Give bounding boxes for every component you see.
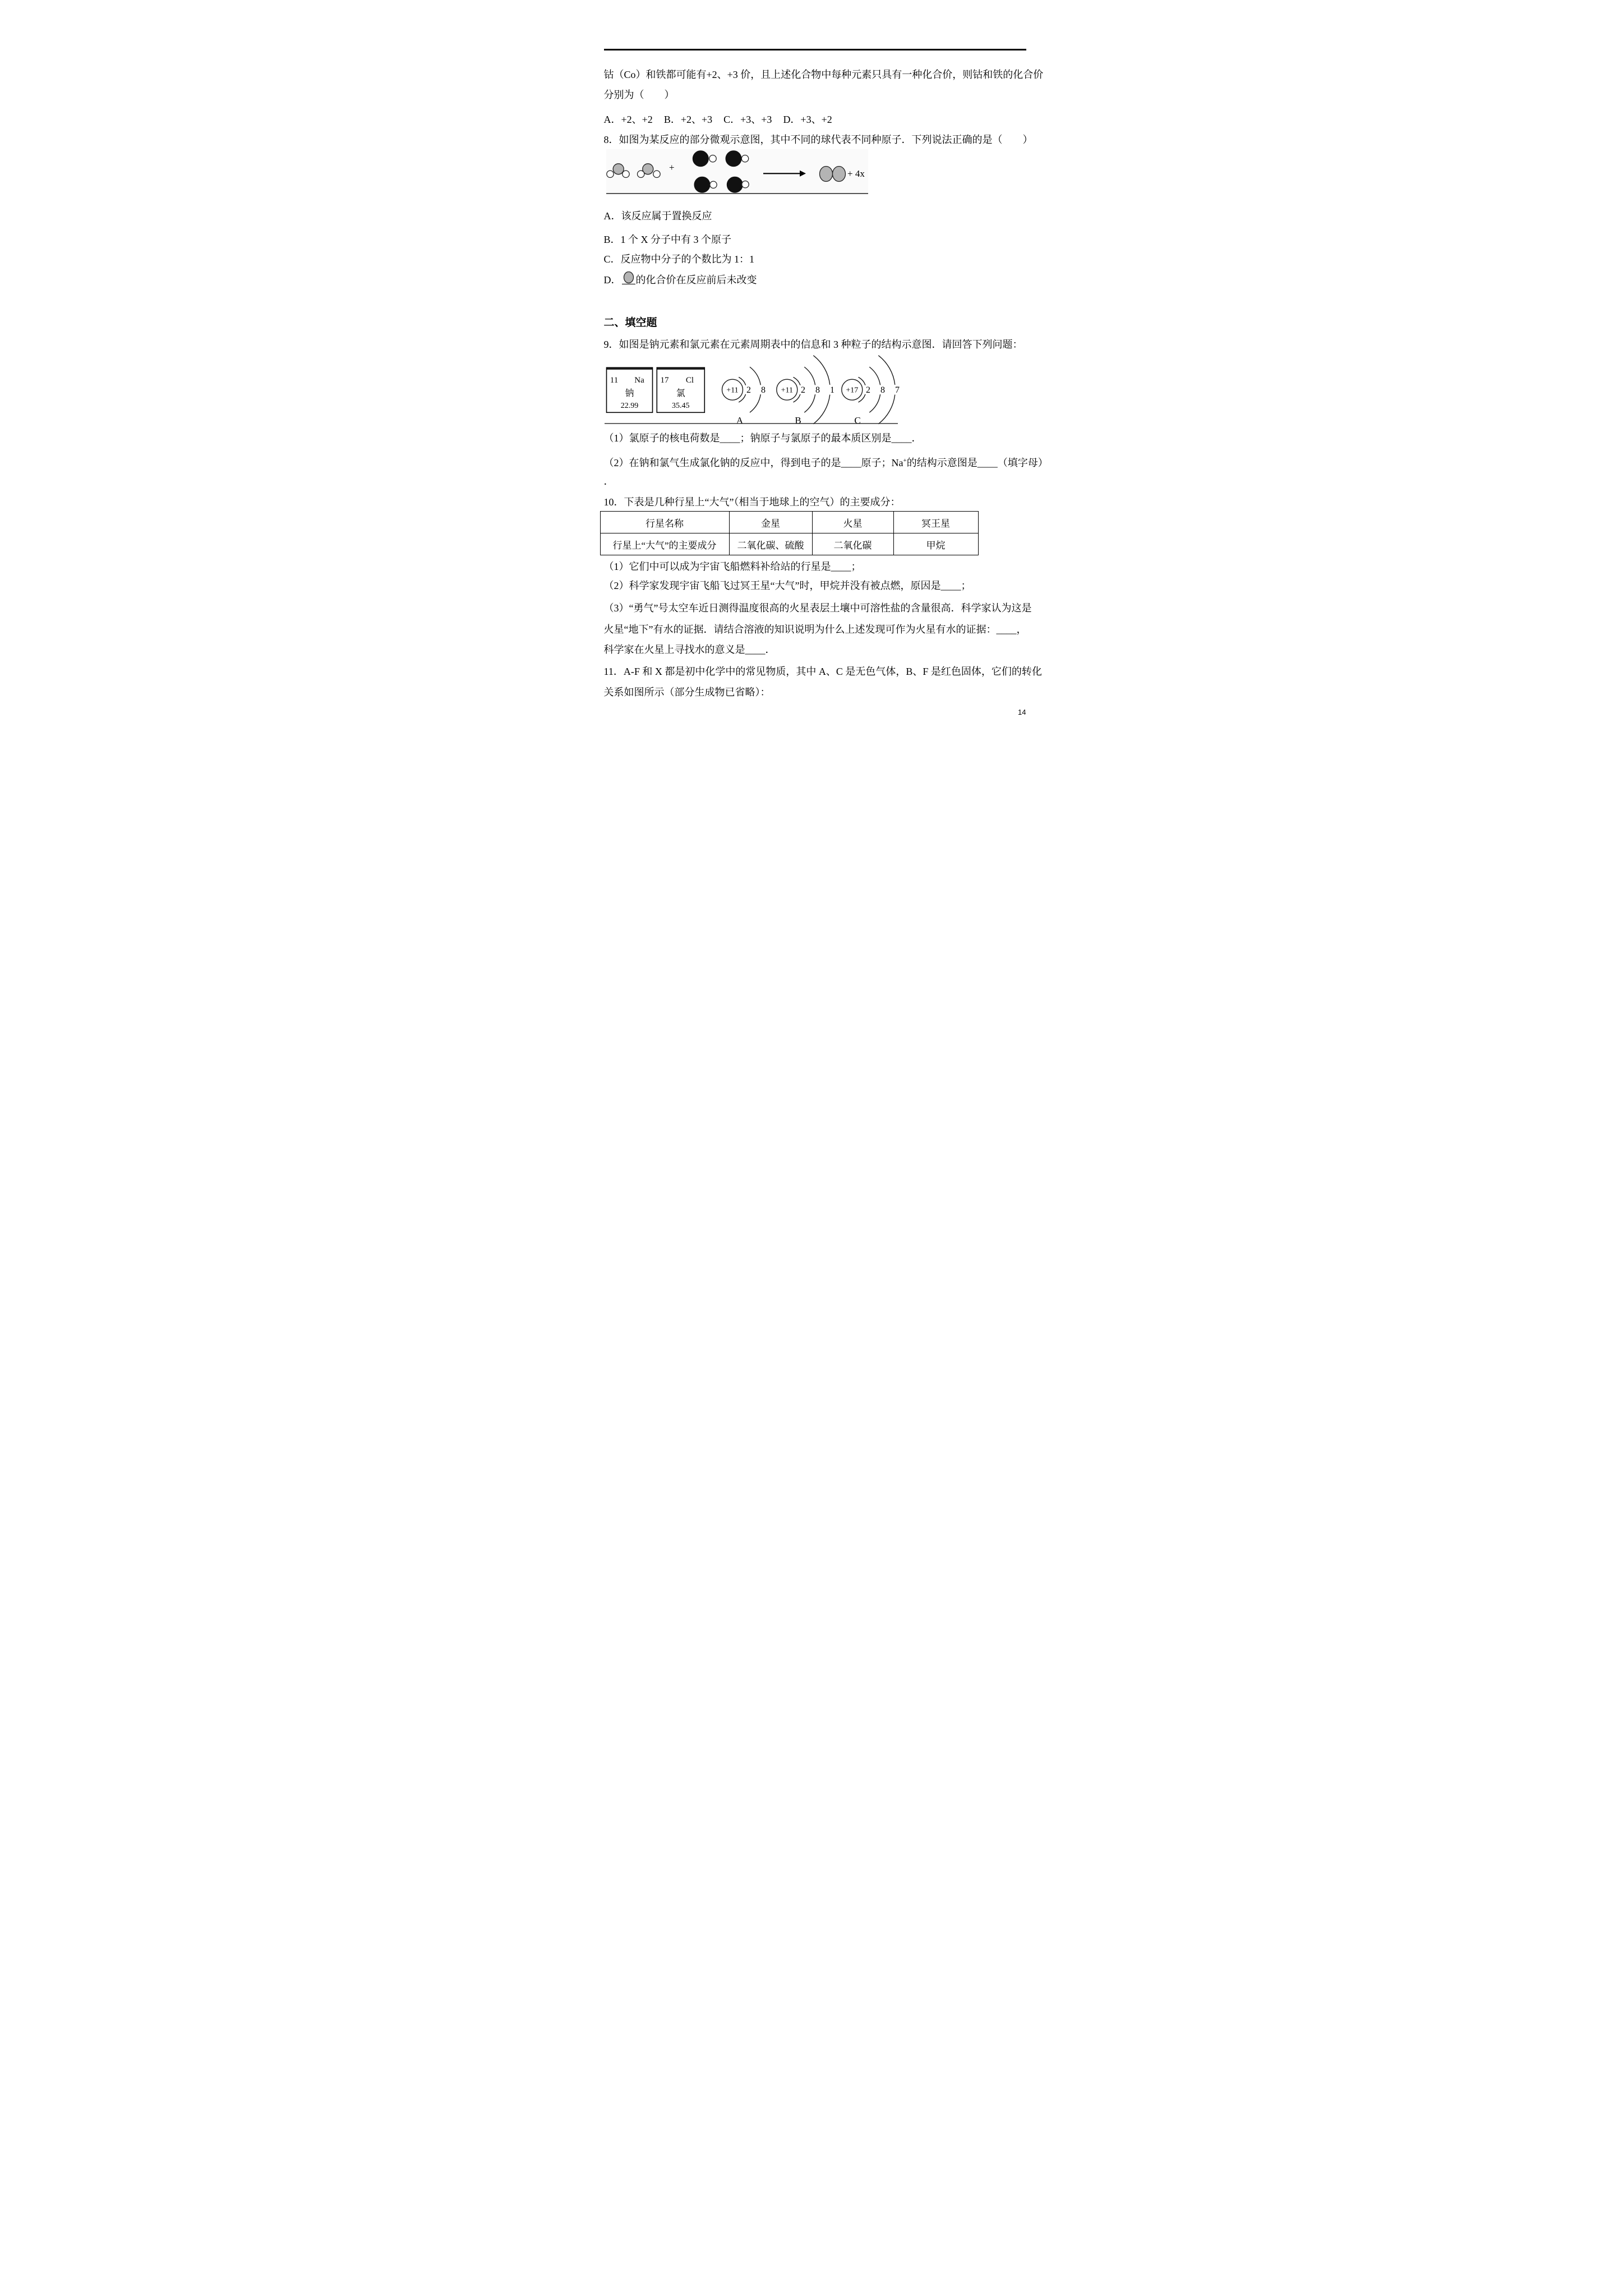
q8-option-c: C．反应物中分子的个数比为 1：1 (603, 254, 755, 265)
cell-venus-composition: 二氧化碳、硫酸 (729, 533, 812, 555)
header-planet-name: 行星名称 (600, 512, 729, 533)
reactant-molecule-4 (727, 177, 749, 192)
shell-a-1: 2 (746, 385, 751, 395)
atom-diagram-b (776, 356, 834, 426)
gray-atom-icon (621, 272, 636, 285)
section-title: 二、填空题 (603, 317, 657, 329)
q9-figure (605, 353, 907, 428)
cell-mars-composition: 二氧化碳 (812, 533, 893, 555)
q9-part2-sup: + (903, 457, 907, 464)
q8-option-d-suffix: 的化合价在反应前后未改变 (635, 274, 757, 286)
header-mars: 火星 (812, 512, 893, 533)
cl-symbol: Cl (685, 376, 694, 385)
shell-c-2: 8 (880, 385, 885, 395)
q8-diagram-svg (606, 149, 868, 193)
q7-option-d: D．+3、+2 (783, 114, 832, 125)
q10-part3-line1: （3）“勇气”号太空车近日测得温度很高的火星表层土壤中可溶性盐的含量很高．科学家认为这是 (603, 602, 1032, 614)
na-number: 11 (610, 376, 618, 385)
atom-diagram-a (722, 367, 766, 426)
header-venus: 金星 (729, 512, 812, 533)
q11-line2: 关系如图所示（部分生成物已省略）： (603, 687, 771, 698)
cl-name: 氯 (676, 389, 685, 398)
page-number: 14 (1018, 708, 1026, 716)
shell-a-2: 8 (760, 385, 766, 395)
arrow-icon (763, 171, 806, 177)
label-b: B (794, 415, 801, 426)
q9-part2-pre: （2）在钠和氯气生成氯化钠的反应中，得到电子的是____原子；Na (603, 457, 903, 468)
shell-c-1: 2 (865, 385, 870, 395)
water-molecule-1 (606, 164, 629, 178)
water-molecule-2 (637, 164, 660, 178)
product-suffix: + 4x (847, 168, 865, 179)
na-symbol: Na (634, 376, 644, 385)
table-data-row (600, 533, 978, 555)
document-page (541, 0, 1082, 765)
plus-sign: + (668, 162, 675, 173)
q8-option-b: B．1 个 X 分子中有 3 个原子 (603, 234, 732, 245)
q10-stem: 10．下表是几种行星上“大气”（相当于地球上的空气）的主要成分： (603, 496, 901, 508)
product-molecule (819, 167, 845, 182)
q9-part1: （1）氯原子的核电荷数是____；钠原子与氯原子的最本质区别是____． (603, 432, 922, 444)
table-header-row (600, 512, 978, 533)
q8-option-d (604, 272, 757, 288)
q7-line1: 钴（Co）和铁都可能有+2、+3 价，且上述化合物中每种元素只具有一种化合价，则钴和铁的化合价 (603, 69, 1044, 80)
reactant-molecule-1 (693, 151, 716, 167)
na-mass: 22.99 (620, 402, 638, 410)
shell-c-3: 7 (895, 385, 900, 395)
nucleus-c: +17 (845, 386, 858, 395)
header-rule (604, 49, 1026, 50)
nucleus-a: +11 (726, 386, 739, 395)
shell-b-2: 8 (815, 385, 820, 395)
cl-mass: 35.45 (671, 402, 690, 410)
cl-number: 17 (660, 376, 668, 385)
q8-reaction-diagram (606, 149, 868, 194)
label-c: C (854, 415, 861, 426)
q9-part2-post: 的结构示意图是____（填字母） (906, 457, 1048, 468)
cell-pluto-composition: 甲烷 (893, 533, 978, 555)
nucleus-b: +11 (781, 386, 793, 395)
q10-part3-line2: 火星“地下”有水的证据．请结合溶液的知识说明为什么上述发现可作为火星有水的证据：____， (603, 624, 1027, 635)
planet-atmosphere-table (600, 511, 979, 555)
q9-part2-tail: ． (603, 476, 614, 487)
atom-diagram-c (841, 356, 899, 426)
q8-stem: 8．如图为某反应的部分微观示意图，其中不同的球代表不同种原子．下列说法正确的是（ ） (603, 134, 1033, 145)
q10-part2: （2）科学家发现宇宙飞船飞过冥王星“大气”时，甲烷并没有被点燃，原因是____； (603, 580, 971, 591)
q8-option-a: A．该反应属于置换反应 (603, 210, 712, 222)
reactant-molecule-2 (726, 151, 749, 167)
q10-part1: （1）它们中可以成为宇宙飞船燃料补给站的行星是____； (603, 561, 861, 572)
q7-option-b: B．+2、+3 (663, 114, 713, 125)
q7-line2: 分别为（ ） (603, 89, 675, 100)
q7-option-c: C．+3、+3 (723, 114, 772, 125)
element-box-cl (657, 367, 704, 412)
q7-option-a: A．+2、+2 (603, 114, 653, 125)
reactant-molecule-3 (694, 177, 717, 192)
q9-figure-svg (605, 353, 907, 428)
q10-part3-line3: 科学家在火星上寻找水的意义是____． (603, 644, 776, 655)
header-pluto: 冥王星 (893, 512, 978, 533)
label-a: A (736, 415, 743, 426)
q8-option-d-prefix: D． (603, 274, 621, 286)
q11-line1: 11．A-F 和 X 都是初中化学中的常见物质，其中 A、C 是无色气体，B、F 是红色固体，它们的转化 (603, 666, 1042, 677)
q9-part2 (604, 453, 1048, 471)
shell-b-3: 1 (829, 385, 834, 395)
q9-stem: 9．如图是钠元素和氯元素在元素周期表中的信息和 3 种粒子的结构示意图．请回答下列问题： (603, 339, 1023, 350)
q7-options (604, 112, 843, 127)
cell-composition-label: 行星上“大气”的主要成分 (600, 533, 729, 555)
element-box-na (606, 367, 652, 412)
na-name: 钠 (624, 389, 634, 398)
shell-b-1: 2 (800, 385, 805, 395)
